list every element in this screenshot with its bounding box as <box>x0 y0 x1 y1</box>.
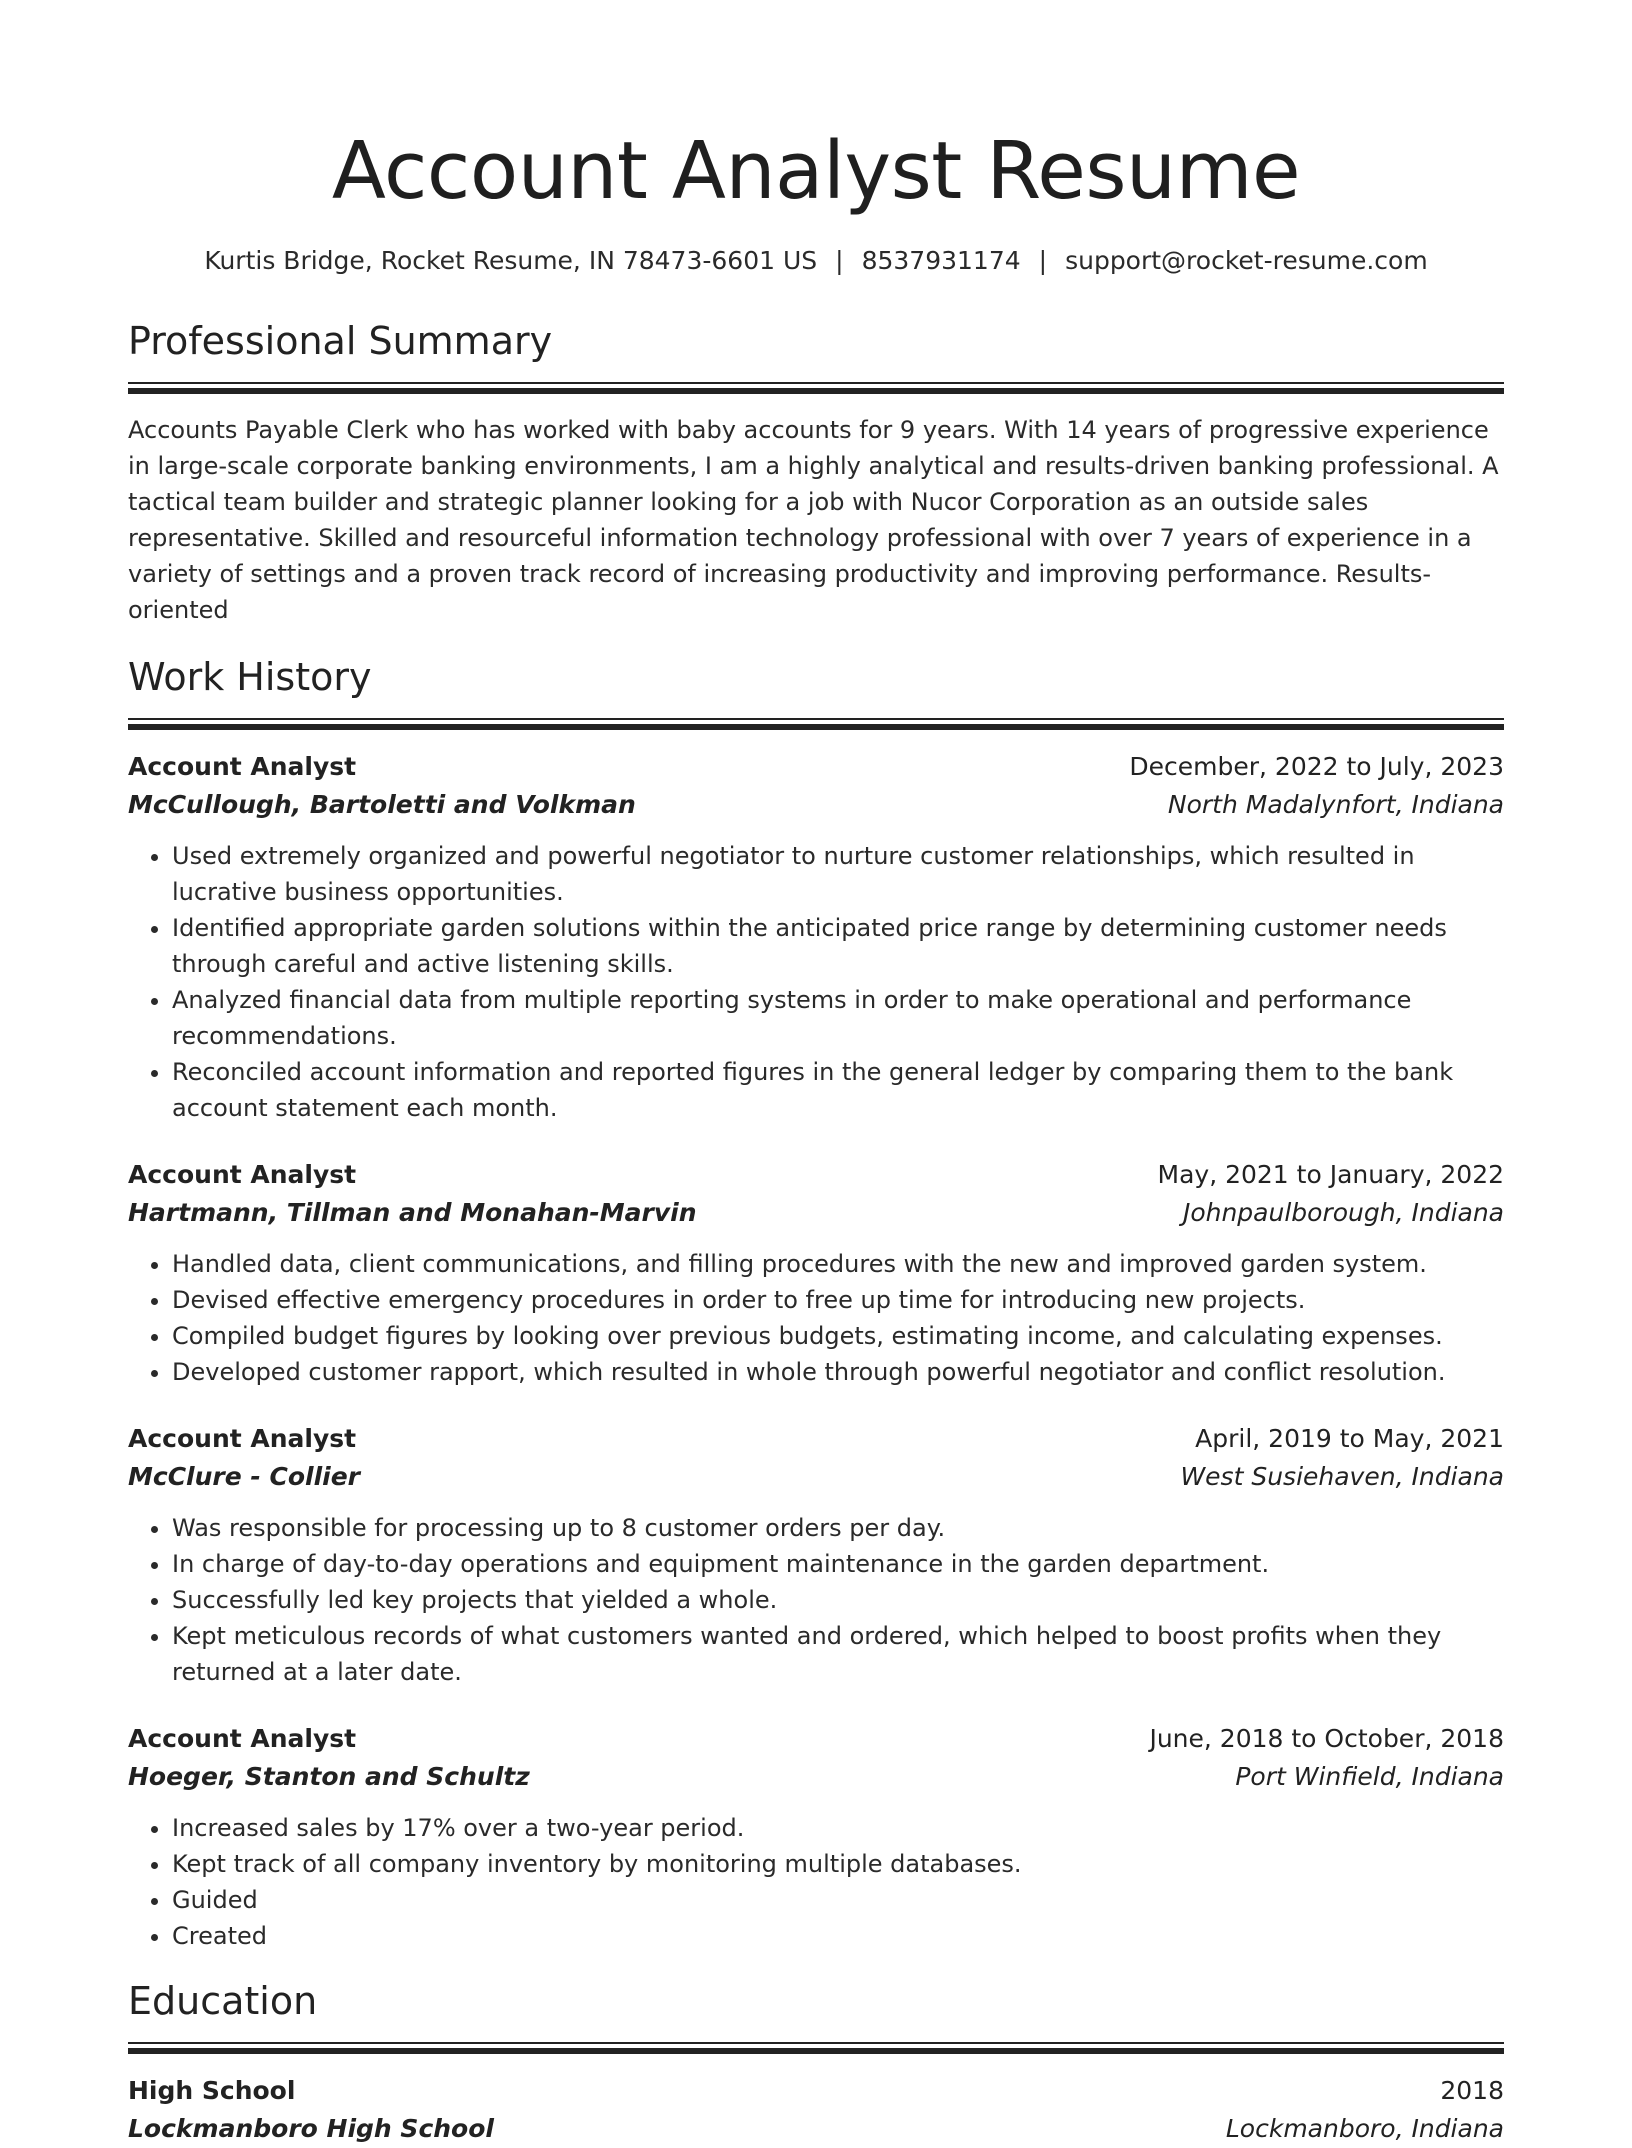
job-bullet: • Was responsible for processing up to 8 customer orders per day. <box>172 1510 1504 1546</box>
job-bullet: • Identified appropriate garden solutions within the anticipated price range by determining customer needs through careful and active listening skills. <box>172 910 1504 982</box>
job-bullets <box>128 838 1504 1126</box>
resume-title: Account Analyst Resume <box>331 125 1301 217</box>
job-bullet: • Increased sales by 17% over a two-year period. <box>172 1810 1504 1846</box>
section-divider <box>128 382 1504 394</box>
resume-page <box>128 0 1504 2148</box>
education-entry <box>128 2072 1504 2148</box>
job-bullet: • Reconciled account information and reported figures in the general ledger by comparing them to the bank account statement each month. <box>172 1054 1504 1126</box>
job-company: McCullough, Bartoletti and Volkman <box>128 790 636 819</box>
contact-separator: | <box>1038 246 1048 275</box>
job-location: North Madalynfort, Indiana <box>1167 790 1504 819</box>
summary-heading: Professional Summary <box>128 319 553 363</box>
job-bullets <box>128 1810 1504 1954</box>
job-bullet: • Guided <box>172 1882 1504 1918</box>
job-location: Port Winfield, Indiana <box>1235 1762 1504 1791</box>
job-title: Account Analyst <box>128 752 357 781</box>
education-degree: High School <box>128 2076 296 2105</box>
education-year: 2018 <box>1440 2076 1504 2105</box>
contact-address: Kurtis Bridge, Rocket Resume, IN 78473-6601 US <box>204 246 818 275</box>
job-dates: April, 2019 to May, 2021 <box>1195 1424 1504 1453</box>
job-dates: December, 2022 to July, 2023 <box>1129 752 1504 781</box>
job-title: Account Analyst <box>128 1160 357 1189</box>
section-divider <box>128 2042 1504 2054</box>
education-school: Lockmanboro High School <box>128 2114 494 2143</box>
job-bullet: • In charge of day-to-day operations and equipment maintenance in the garden department. <box>172 1546 1504 1582</box>
job-bullets <box>128 1246 1504 1390</box>
work-history-heading: Work History <box>128 655 372 699</box>
job-entry <box>128 1156 1504 1390</box>
job-bullet: • Compiled budget figures by looking over previous budgets, estimating income, and calculating expenses. <box>172 1318 1504 1354</box>
job-bullet: • Used extremely organized and powerful negotiator to nurture customer relationships, which resulted in lucrative business opportunities. <box>172 838 1504 910</box>
education-section <box>128 1976 1504 2148</box>
contact-line <box>128 244 1504 278</box>
education-location: Lockmanboro, Indiana <box>1225 2114 1504 2143</box>
job-entry <box>128 1720 1504 1954</box>
job-title: Account Analyst <box>128 1424 357 1453</box>
section-divider <box>128 718 1504 730</box>
job-bullet: • Developed customer rapport, which resulted in whole through powerful negotiator and conflict resolution. <box>172 1354 1504 1390</box>
job-company: Hoeger, Stanton and Schultz <box>128 1762 530 1791</box>
job-dates: June, 2018 to October, 2018 <box>1149 1724 1504 1753</box>
job-bullet: • Kept meticulous records of what customers wanted and ordered, which helped to boost profits when they returned at a later date. <box>172 1618 1504 1690</box>
job-company: Hartmann, Tillman and Monahan-Marvin <box>128 1198 697 1227</box>
summary-section <box>128 316 1504 628</box>
job-bullets <box>128 1510 1504 1690</box>
contact-separator: | <box>835 246 844 275</box>
job-bullet: • Created <box>172 1918 1504 1954</box>
job-entry <box>128 1420 1504 1690</box>
work-history-section <box>128 652 1504 1954</box>
summary-text: Accounts Payable Clerk who has worked with baby accounts for 9 years. With 14 years of progressive experience in large-scale corporate banking environments, I am a highly analytical and results-driven banking professional. A tactical team builder and strategic planner looking for a job with Nucor Corporation as an outside sales representative. Skilled and resourceful information technology professional with over 7 years of experience in a variety of settings and a proven track record of increasing productivity and improving performance. Results-oriented <box>128 416 1499 624</box>
job-location: West Susiehaven, Indiana <box>1180 1462 1504 1491</box>
job-entry <box>128 748 1504 1126</box>
job-dates: May, 2021 to January, 2022 <box>1157 1160 1504 1189</box>
job-title: Account Analyst <box>128 1724 357 1753</box>
job-bullet: • Successfully led key projects that yielded a whole. <box>172 1582 1504 1618</box>
job-location: Johnpaulborough, Indiana <box>1182 1198 1504 1227</box>
job-bullet: • Devised effective emergency procedures in order to free up time for introducing new projects. <box>172 1282 1504 1318</box>
job-company: McClure - Collier <box>128 1462 360 1491</box>
job-bullet: • Kept track of all company inventory by monitoring multiple databases. <box>172 1846 1504 1882</box>
education-heading: Education <box>128 1979 318 2023</box>
contact-email: support@rocket-resume.com <box>1065 246 1428 275</box>
job-bullet: • Handled data, client communications, and filling procedures with the new and improved garden system. <box>172 1246 1504 1282</box>
job-bullet: • Analyzed financial data from multiple reporting systems in order to make operational and performance recommendations. <box>172 982 1504 1054</box>
contact-phone: 8537931174 <box>861 246 1021 275</box>
